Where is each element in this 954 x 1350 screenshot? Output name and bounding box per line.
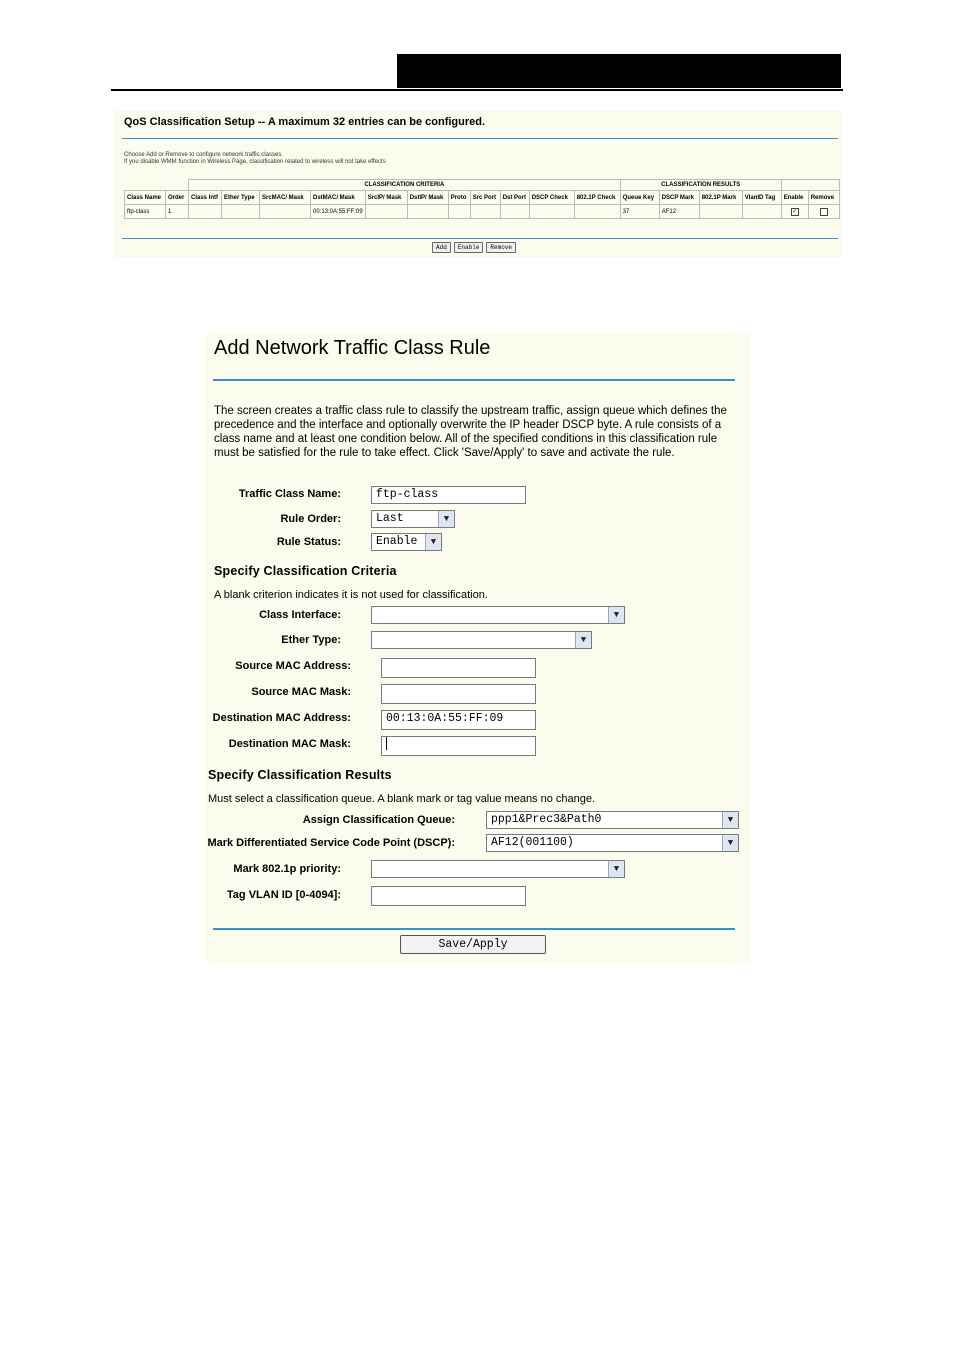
column-header: 802.1P Mark [699, 191, 742, 205]
chevron-down-icon: ▼ [575, 632, 591, 648]
ether-type-select[interactable] [371, 631, 592, 649]
rule-order-value: Last [376, 512, 404, 525]
column-header: Queue Key [620, 191, 659, 205]
blank-cell [125, 180, 189, 191]
divider [213, 379, 735, 381]
criteria-group-header: CLASSIFICATION CRITERIA [189, 180, 621, 191]
divider [122, 238, 838, 239]
page-header-rule [111, 89, 843, 91]
rule-order-select[interactable] [371, 510, 455, 528]
page-title: Add Network Traffic Class Rule [214, 337, 491, 359]
rule-status-label: Rule Status: [276, 536, 341, 548]
save-apply-button[interactable]: Save/Apply [400, 935, 546, 954]
class-interface-label: Class Interface: [259, 609, 341, 621]
remove-button[interactable]: Remove [486, 242, 516, 253]
assign-queue-select[interactable] [486, 811, 739, 829]
ether-type-label: Ether Type: [281, 634, 341, 646]
qos-classification-setup-panel [114, 110, 842, 258]
rule-order-label: Rule Order: [280, 513, 341, 525]
source-mac-label: Source MAC Address: [235, 660, 351, 672]
divider [122, 138, 838, 139]
table-group-header-row [125, 180, 840, 191]
setup-desc-line-2: If you disable WMM function in Wireless Page, classification related to wireless will not take effects [124, 159, 386, 165]
priority-select[interactable] [371, 860, 625, 878]
priority-label: Mark 802.1p priority: [233, 863, 341, 875]
column-header: Remove [808, 191, 839, 205]
cell-vlan-tag [742, 205, 781, 219]
column-header: Enable [781, 191, 808, 205]
chevron-down-icon: ▼ [438, 511, 454, 527]
cell-8021p-mark [699, 205, 742, 219]
cell-ether-type [222, 205, 260, 219]
enable-button[interactable]: Enable [454, 242, 484, 253]
cell-dst-ip [407, 205, 448, 219]
assign-queue-label: Assign Classification Queue: [302, 814, 455, 826]
page-header-bar [397, 54, 841, 88]
cell-class-intf [189, 205, 222, 219]
column-header: Proto [448, 191, 470, 205]
results-group-header: CLASSIFICATION RESULTS [620, 180, 781, 191]
vlan-id-label: Tag VLAN ID [0-4094]: [226, 889, 341, 901]
chevron-down-icon: ▼ [608, 861, 624, 877]
chevron-down-icon: ▼ [608, 607, 624, 623]
setup-desc-line-1: Choose Add or Remove to configure network traffic classes. [124, 152, 283, 158]
column-header: Class Name [125, 191, 166, 205]
source-mac-mask-label: Source MAC Mask: [251, 686, 351, 698]
cell-8021p-check [574, 205, 620, 219]
cell-dscp-check [529, 205, 574, 219]
cell-proto [448, 205, 470, 219]
vlan-id-input[interactable] [371, 886, 526, 906]
cell-src-mac [260, 205, 311, 219]
class-interface-select[interactable] [371, 606, 625, 624]
cell-dst-port [500, 205, 529, 219]
enable-checkbox[interactable]: ✓ [792, 208, 798, 215]
source-mac-mask-input[interactable] [381, 684, 536, 704]
cell-src-port [470, 205, 500, 219]
cell-class-name: ftp-class [125, 205, 166, 219]
column-header: Ether Type [222, 191, 260, 205]
table-header-row [125, 191, 840, 205]
setup-title: QoS Classification Setup -- A maximum 32 entries can be configured. [124, 116, 486, 128]
add-traffic-class-rule-panel [205, 333, 750, 963]
table-row [125, 205, 840, 219]
column-header: Src Port [470, 191, 500, 205]
results-note: Must select a classification queue. A blank mark or tag value means no change. [208, 793, 596, 805]
column-header: SrcMAC/ Mask [260, 191, 311, 205]
cell-order: 1 [166, 205, 189, 219]
column-header: DSCP Mark [659, 191, 699, 205]
cell-dscp-mark: AF12 [659, 205, 699, 219]
classification-table [124, 179, 840, 219]
destination-mac-input[interactable]: 00:13:0A:55:FF:09 [381, 710, 536, 730]
dscp-mark-label: Mark Differentiated Service Code Point (DSCP): [207, 837, 455, 849]
cell-src-ip [365, 205, 407, 219]
column-header: 802.1P Check [574, 191, 620, 205]
chevron-down-icon: ▼ [722, 812, 738, 828]
assign-queue-value: ppp1&Prec3&Path0 [491, 813, 602, 826]
rule-description: The screen creates a traffic class rule to classify the upstream traffic, assign queue which defines the precedence and the interface and optionally overwrite the IP header DSCP byte. A rule consists of a class name and at least one condition below. All of the specified conditions in this classification rule must be satisfied for the rule to take effect. Click 'Save/Apply' to save and activate the rule. [214, 405, 727, 459]
column-header: Dst Port [500, 191, 529, 205]
column-header: DstIP/ Mask [407, 191, 448, 205]
results-heading: Specify Classification Results [208, 768, 392, 782]
cell-enable [781, 205, 808, 219]
column-header: Class Intf [189, 191, 222, 205]
column-header: DstMAC/ Mask [311, 191, 366, 205]
blank-cell [781, 180, 839, 191]
destination-mac-mask-input[interactable] [381, 736, 536, 756]
traffic-class-name-label: Traffic Class Name: [238, 488, 341, 500]
column-header: DSCP Check [529, 191, 574, 205]
divider [213, 928, 735, 930]
rule-status-select[interactable] [371, 533, 442, 551]
column-header: Order [166, 191, 189, 205]
cell-remove [808, 205, 839, 219]
destination-mac-mask-label: Destination MAC Mask: [228, 738, 351, 750]
destination-mac-label: Destination MAC Address: [212, 712, 351, 724]
criteria-heading: Specify Classification Criteria [214, 564, 397, 578]
dscp-mark-select[interactable] [486, 834, 739, 852]
rule-status-value: Enable [376, 535, 418, 548]
add-button[interactable]: Add [432, 242, 451, 253]
cell-dst-mac: 00:13:0A:55:FF:09 [311, 205, 366, 219]
traffic-class-name-input[interactable]: ftp-class [371, 486, 526, 504]
source-mac-input[interactable] [381, 658, 536, 678]
dscp-mark-value: AF12(001100) [491, 836, 574, 849]
column-header: SrcIP/ Mask [365, 191, 407, 205]
chevron-down-icon: ▼ [722, 835, 738, 851]
remove-checkbox[interactable] [820, 208, 828, 216]
criteria-note: A blank criterion indicates it is not used for classification. [214, 589, 488, 601]
chevron-down-icon: ▼ [425, 534, 441, 550]
column-header: VlanID Tag [742, 191, 781, 205]
setup-button-row [432, 242, 516, 253]
text-cursor [386, 737, 387, 750]
setup-description [124, 152, 386, 166]
cell-queue-key: 37 [620, 205, 659, 219]
